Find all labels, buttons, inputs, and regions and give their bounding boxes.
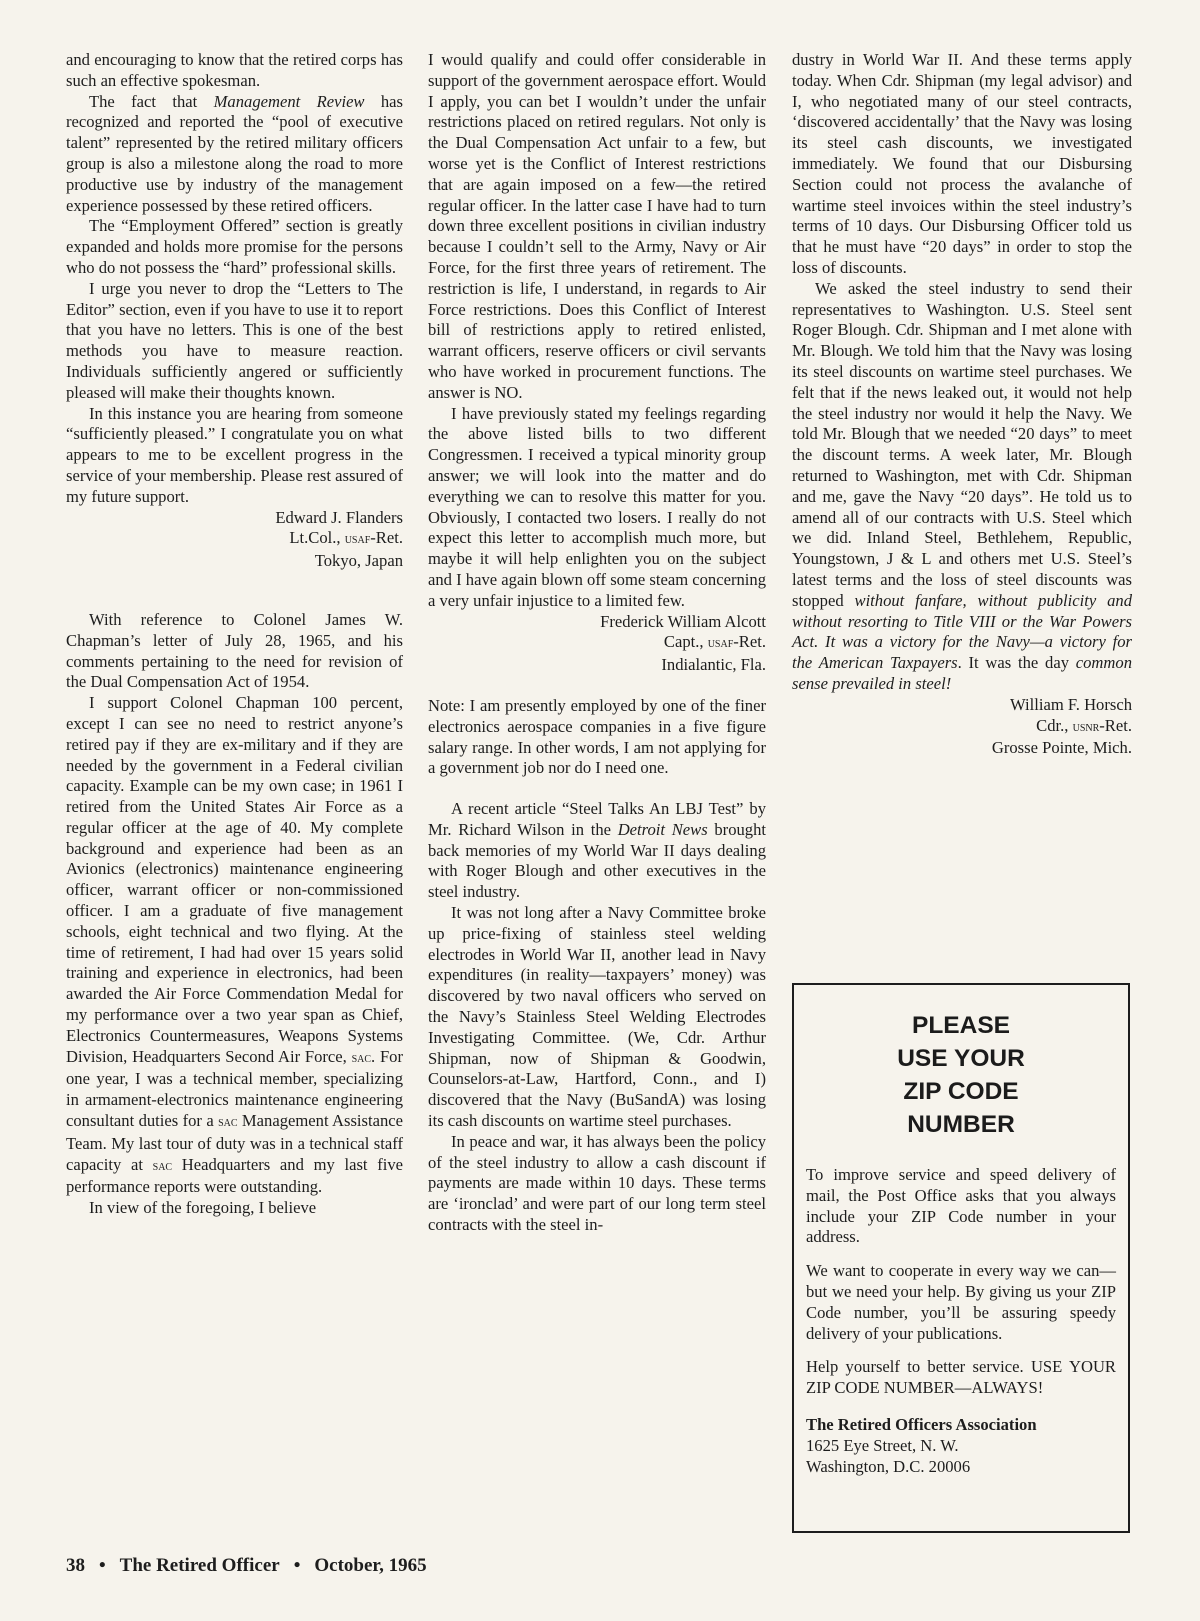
title-line: USE YOUR [897,1045,1025,1072]
text-run: . For one year, I was a technical member, specializing in armament-electronics maintenance engineering consultant duties for a [66,1046,403,1131]
paragraph: It was not long after a Navy Committee broke up price-fixing of stainless steel welding electrodes in World War II, another lead in Navy expenditures (in reality—taxpayers’ money) was discovered by two naval officers who served on the Navy’s Stainless Steel Welding Electrodes Investigating Committee. (We, Cdr. Arthur Shipman, now of Shipman & Goodwin, Counselors-at-Law, Hartford, Conn., and I) discovered that the Navy (BuSandA) was losing its cash discounts on wartime steel purchases. [428,903,766,1131]
city-address: Washington, D.C. 20006 [806,1456,971,1476]
zip-paragraph: To improve service and speed delivery of mail, the Post Office asks that you always include your ZIP Code number in your address. [806,1165,1116,1247]
text-run: . It was the day [957,653,1076,673]
issue-date: October, 1965 [314,1555,427,1576]
page-footer [66,1555,427,1577]
paragraph: With reference to Colonel James W. Chapman’s letter of July 28, 1965, and his comments pertaining to the need for revision of the Dual Compensation Act of 1954. [66,609,403,692]
zip-paragraph: Help yourself to better service. USE YOUR ZIP CODE NUMBER—ALWAYS! [806,1357,1116,1398]
publication-title: Management Review [213,91,365,111]
rank-text: Capt., [663,632,708,652]
note-paragraph: Note: I am presently employed by one of the finer electronics aerospace companies in a five figure salary range. In other words, I am not applying for a government job nor do I need one. [428,695,766,778]
signature-rank [66,528,403,551]
signature-place: Tokyo, Japan [314,551,403,571]
letter-separator [428,779,766,799]
emphasis-text: common sense prevailed in steel! [792,653,1132,693]
rank-text: Lt.Col., [289,528,345,548]
zip-notice-title [806,1009,1116,1141]
signature-block [792,695,1132,759]
paragraph [66,693,403,1198]
signature-name: Frederick William Alcott [600,611,766,631]
text-run: brought back memories of my World War II days dealing with Roger Blough and other executives in the steel industry. [428,819,766,902]
rank-branch: usnr [1072,719,1100,735]
association-address [806,1415,1116,1477]
paragraph: I have previously stated my feelings regarding the above listed bills to two different Congressmen. I received a typical minority group answer; we will look into the matter and do everything we can to resolve this matter for you. Obviously, I contacted two losers. I really do not expect this letter to accomplish much more, but maybe it will help enlighten you on the subject and I have again blown off some steam concerning a very unfair injustice to a limited few. [428,403,766,610]
signature-block [428,612,766,676]
emphasis-text: without fanfare, without publicity and without resorting to Title VIII or the War Powers Act. It was a victory for the Navy—a victory for the American Taxpayers [792,590,1132,673]
rank-text: -Ret. [1099,715,1132,735]
text-run: has recognized and reported the “pool of executive talent” represented by the retired military officers group is also a milestone along the road to more productive use by industry of the management experience possessed by these retired officers. [66,91,403,215]
text-run: We asked the steel industry to send their representatives to Washington. U.S. Steel sent Roger Blough. Cdr. Shipman and I met alone with Mr. Blough. We told him that the Navy was losing its steel discounts on wartime steel purchases. We felt that if the news leaked out, it would not help the steel industry nor would it help the Navy. We told Mr. Blough that we needed “20 days” to meet the discount terms. A week later, Mr. Blough returned to Washington, met with Cdr. Shipman and me, gave the Navy “20 days”. He told us to amend all of our contracts with U.S. Steel which we did. Inland Steel, Bethlehem, Republic, Youngstown, J & L and others met U.S. Steel’s latest terms and the loss of steel discounts was stopped [792,278,1132,610]
signature-place: Indialantic, Fla. [661,655,766,675]
rank-text: Cdr., [1036,715,1073,735]
street-address: 1625 Eye Street, N. W. [806,1435,959,1455]
paragraph: The “Employment Offered” section is greatly expanded and holds more promise for the persons who do not possess the “hard” professional skills. [66,216,403,277]
bullet-separator: • [99,1555,106,1576]
title-line: PLEASE [911,1012,1011,1039]
signature-name: Edward J. Flanders [275,507,403,527]
signature-place: Grosse Pointe, Mich. [991,738,1132,758]
column-3 [792,50,1132,759]
paragraph: In peace and war, it has always been the policy of the steel industry to allow a cash discount if payments are made within 10 days. These terms are ‘ironclad’ and were part of our long term steel contracts with the steel in- [428,1131,766,1235]
abbreviation: sac [351,1050,372,1066]
title-line: NUMBER [907,1111,1015,1138]
rank-text: -Ret. [733,632,766,652]
text-run: A recent article “Steel Talks An LBJ Test” by Mr. Richard Wilson in the [428,799,766,839]
bullet-separator: • [293,1555,301,1576]
signature-rank [428,632,766,655]
publication-name: The Retired Officer [119,1555,280,1576]
rank-branch: usaf [707,636,734,652]
paragraph [66,92,403,217]
note-separator [428,676,766,696]
page-number: 38 [66,1555,85,1576]
text-run: The fact that [89,91,214,111]
paragraph: and encouraging to know that the retired corps has such an effective spokesman. [66,50,403,90]
signature-name: William F. Horsch [1010,694,1132,714]
title-line: ZIP CODE [903,1078,1019,1105]
signature-rank [792,716,1132,739]
text-run: Headquarters and my last five performance reports were outstanding. [66,1154,403,1197]
paragraph: In this instance you are hearing from someone “sufficiently pleased.” I congratulate you on what appears to me to be excellent progress in the service of your membership. Please rest assured of my future support. [66,403,403,506]
association-name: The Retired Officers Association [806,1414,1037,1434]
zip-code-notice-box [792,983,1130,1533]
paragraph: In view of the foregoing, I believe [89,1198,317,1218]
publication-title: Detroit News [617,819,708,839]
text-run: I support Colonel Chapman 100 percent, except I can see no need to restrict anyone’s retired pay if they are ex-military and if they are needed by the government in a Federal civilian capacity. Example can be my own case; in 1961 I retired from the United States Air Force as a regular officer at the age of 40. My complete background and experience had been as an Avionics (electronics) maintenance engineering officer, warrant officer or non-commissioned officer. I am a graduate of five management schools, eight technical and two flying. At the time of retirement, I had had over 15 years solid training and experience in electronics, had been awarded the Air Force Commendation Medal for my performance over a two year span as Chief, Electronics Countermeasures, Weapons Systems Division, Headquarters Second Air Force, [66,693,403,1066]
rank-branch: usaf [344,532,371,548]
paragraph: I would qualify and could offer considerable in support of the government aerospace effort. Would I apply, you can bet I wouldn’t under the unfair restrictions placed on retired regulars. Not only is the Dual Compensation Act unfair to a few, but worse yet is the Conflict of Interest restrictions that are again imposed on a few—the retired regular officer. In the latter case I have had to turn down three excellent positions in civilian industry because I couldn’t sell to the Army, Navy or Air Force, for the first three years of retirement. The restriction is life, I understand, in regards to Air Force restrictions. Does this Conflict of Interest bill of restrictions apply to retired enlisted, warrant officers, reserve officers or civil servants who have worked in procurement functions. The answer is NO. [428,50,766,402]
paragraph: dustry in World War II. And these terms apply today. When Cdr. Shipman (my legal advisor) and I, who negotiated many of our steel contracts, ‘discovered accidentally’ that the Navy was losing its steel cash discounts, we investigated immediately. We found that our Disbursing Section could not process the avalanche of wartime steel invoices within the steel industry’s terms of 10 days. Our Disbursing Officer told us that he must have “20 days” in order to stop the loss of discounts. [792,50,1132,277]
signature-block [66,508,403,572]
column-2 [428,50,766,1236]
zip-paragraph: We want to cooperate in every way we can—but we need your help. By giving us your ZIP Code number, you’ll be assuring speedy delivery of your publications. [806,1261,1116,1343]
text-run: Management Assistance Team. My last tour of duty was in a technical staff capacity at [66,1111,403,1174]
letter-separator [66,572,403,610]
paragraph [428,799,766,903]
paragraph: I urge you never to drop the “Letters to The Editor” section, even if you have to use it to report that you have no letters. This is one of the best methods you have to measure reaction. Individuals sufficiently angered or sufficiently pleased will make their thoughts known. [66,278,403,402]
paragraph [792,279,1132,695]
rank-text: -Ret. [370,528,403,548]
column-1 [66,50,403,1219]
abbreviation: sac [152,1158,173,1174]
abbreviation: sac [218,1115,238,1131]
